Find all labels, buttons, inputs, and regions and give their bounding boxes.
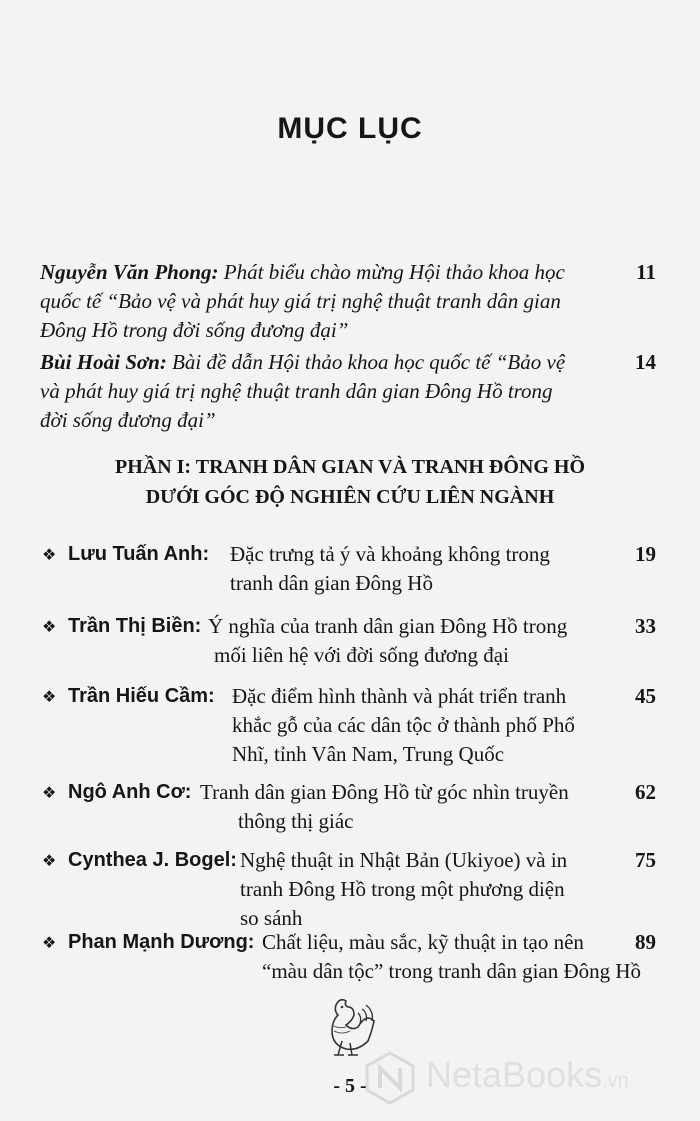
diamond-bullet-icon: ❖ — [42, 617, 57, 636]
section-heading — [40, 452, 660, 512]
toc-entry-author: Trần Hiếu Cầm: — [68, 685, 215, 707]
toc-entry-title-line: Chất liệu, màu sắc, kỹ thuật in tạo nên — [262, 930, 584, 954]
toc-entry-page: 11 — [636, 260, 656, 284]
toc-entry-author: Bùi Hoài Sơn: — [40, 350, 167, 374]
toc-entry-title-line: Đông Hồ trong đời sống đương đại” — [40, 318, 349, 342]
watermark — [362, 1050, 692, 1102]
toc-entry-author: Cynthea J. Bogel: — [68, 849, 237, 871]
section-heading-line: PHẦN I: TRANH DÂN GIAN VÀ TRANH ĐÔNG HỒ — [114, 456, 586, 478]
watermark-name: NetaBooks — [426, 1054, 603, 1095]
toc-entry-title-line: Ý nghĩa của tranh dân gian Đông Hồ trong — [208, 614, 568, 638]
toc-entry-title-line: tranh dân gian Đông Hồ — [230, 571, 433, 595]
toc-entry-text — [232, 682, 632, 769]
toc-entry-page: 75 — [635, 848, 656, 872]
toc-entry-author: Trần Thị Biền: — [68, 615, 202, 637]
toc-entry-page: 33 — [635, 614, 656, 638]
toc-entry-title-line: so sánh — [240, 906, 303, 930]
toc-entry-text — [40, 348, 595, 435]
toc-entry-title-line: Nhĩ, tỉnh Vân Nam, Trung Quốc — [232, 742, 505, 766]
toc-entry-author: Phan Mạnh Dương: — [68, 931, 255, 953]
toc-entry-title-line: quốc tế “Bảo vệ và phát huy giá trị nghệ thuật tranh dân gian — [40, 289, 561, 313]
toc-entry-author: Nguyễn Văn Phong: — [40, 260, 219, 284]
page-title: MỤC LỤC — [277, 112, 423, 145]
toc-entry-page: 45 — [635, 684, 656, 708]
toc-entry-title-line: Bài đề dẫn Hội thảo khoa học quốc tế “Bảo vệ — [172, 350, 566, 374]
toc-entry-text — [240, 846, 640, 933]
toc-entry-author: Lưu Tuấn Anh: — [68, 543, 210, 565]
toc-entry-text — [200, 778, 600, 836]
toc-entry-title-line: Đặc điểm hình thành và phát triển tranh — [232, 684, 567, 708]
toc-entry-title-line: thông thị giác — [238, 809, 354, 833]
netabooks-logo-icon — [362, 1050, 418, 1106]
toc-entry-title-line: Tranh dân gian Đông Hồ từ góc nhìn truyền — [200, 780, 569, 804]
toc-entry-text — [208, 612, 608, 670]
diamond-bullet-icon: ❖ — [42, 545, 57, 564]
diamond-bullet-icon: ❖ — [42, 687, 57, 706]
toc-entry-intro-1 — [40, 258, 660, 345]
watermark-text — [426, 1054, 629, 1096]
toc-entry-title-line: “màu dân tộc” trong tranh dân gian Đông Hồ — [262, 959, 642, 983]
toc-entry-text — [40, 258, 595, 345]
toc-entry-title-line: Phát biểu chào mừng Hội thảo khoa học — [223, 260, 565, 284]
toc-entry-text — [262, 928, 642, 986]
toc-entry-title-line: mối liên hệ với đời sống đương đại — [214, 643, 509, 667]
diamond-bullet-icon: ❖ — [42, 933, 57, 952]
toc-entry-title-line: khắc gỗ của các dân tộc ở thành phố Phổ — [232, 713, 575, 737]
watermark-suffix: .vn — [602, 1070, 629, 1092]
toc-entry-author: Ngô Anh Cơ: — [68, 781, 192, 803]
diamond-bullet-icon: ❖ — [42, 783, 57, 802]
diamond-bullet-icon: ❖ — [42, 851, 57, 870]
page-number: - 5 - — [333, 1075, 367, 1097]
toc-entry-title-line: đời sống đương đại” — [40, 408, 216, 432]
toc-entry-title-line: tranh Đông Hồ trong một phương diện — [240, 877, 565, 901]
toc-entry-title-line: và phát huy giá trị nghệ thuật tranh dân gian Đông Hồ trong — [40, 379, 553, 403]
toc-entry-page: 14 — [635, 350, 656, 374]
toc-entry-page: 89 — [635, 930, 656, 954]
toc-entry-text — [230, 540, 630, 598]
toc-entry-intro-2 — [40, 348, 660, 435]
toc-entry-page: 62 — [635, 780, 656, 804]
toc-entry-page: 19 — [635, 542, 656, 566]
section-heading-line: DƯỚI GÓC ĐỘ NGHIÊN CỨU LIÊN NGÀNH — [145, 486, 555, 508]
toc-entry-title-line: Nghệ thuật in Nhật Bản (Ukiyoe) và in — [240, 848, 568, 872]
toc-entry-title-line: Đặc trưng tả ý và khoảng không trong — [230, 542, 550, 566]
